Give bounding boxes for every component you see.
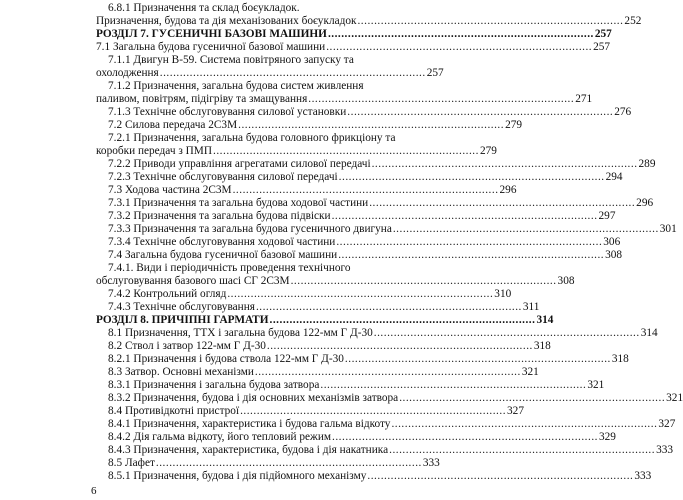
dot-leader: ................................................................................	[254, 366, 521, 378]
dot-leader: ................................................................................	[371, 158, 638, 170]
toc-entry	[108, 106, 632, 119]
toc-entry-page: 308	[557, 275, 575, 287]
toc-entry-text: 8.2.1 Призначення і будова ствола 122-мм Г Д-30	[108, 353, 344, 365]
toc-entry-page: 314	[640, 327, 658, 339]
dot-leader: ................................................................................	[308, 93, 575, 105]
toc-entry-page: 308	[605, 249, 623, 261]
toc-entry-page: 310	[494, 288, 512, 300]
toc-entry-text: 7.2 Силова передача 2С3М	[108, 119, 238, 131]
dot-leader: ................................................................................	[338, 249, 605, 261]
toc-entry	[96, 93, 593, 106]
dot-leader: ................................................................................	[367, 470, 634, 482]
toc-entry-page: 276	[614, 106, 632, 118]
toc-entry-page: 252	[624, 15, 642, 27]
toc-entry	[108, 366, 539, 379]
toc-entry	[108, 171, 623, 184]
toc-entry-page: 297	[598, 210, 616, 222]
toc-entry-text: 7.3 Ходова частина 2С3М	[108, 184, 232, 196]
toc-entry-page: 306	[603, 236, 621, 248]
toc-entry-text: 7.4.3 Технічне обслуговування	[108, 301, 255, 313]
toc-entry-page: 294	[605, 171, 623, 183]
toc-entry-text: 8.1 Призначення, ТТХ і загальна будова 122-мм Г Д-30	[108, 327, 373, 339]
dot-leader: ................................................................................	[389, 444, 656, 456]
dot-leader: ................................................................................	[255, 301, 522, 313]
dot-leader: ................................................................................	[232, 184, 499, 196]
toc-entry-text: 7.2.2 Приводи управління агрегатами силової передачі	[108, 158, 371, 170]
toc-entry-page: 296	[636, 197, 654, 209]
dot-leader: ................................................................................	[159, 67, 426, 79]
toc-entry-text: 6.8.1 Призначення та склад боєукладок.	[108, 2, 300, 14]
toc-entry	[96, 15, 642, 28]
dot-leader: ................................................................................	[290, 275, 557, 287]
dot-leader: ................................................................................	[373, 327, 640, 339]
toc-entry	[108, 392, 683, 405]
toc-entry-page: 279	[479, 145, 497, 157]
toc-entry-page: 257	[594, 28, 612, 40]
toc-line	[108, 262, 351, 275]
toc-entry-page: 296	[499, 184, 517, 196]
toc-entry-text: 8.3.2 Призначення, будова і дія основних механізмів затвора	[108, 392, 399, 404]
dot-leader: ................................................................................	[266, 340, 533, 352]
toc-line	[108, 54, 354, 67]
toc-entry-text: Призначення, будова та дія механізованих боєукладок	[96, 15, 357, 27]
toc-section-heading	[96, 28, 612, 41]
toc-entry-page: 301	[659, 223, 677, 235]
toc-entry-text: 7.3.4 Технічне обслуговування ходової частини	[108, 236, 336, 248]
toc-entry-text: 7.4 Загальна будова гусеничної базової машини	[108, 249, 338, 261]
toc-section-heading	[96, 314, 554, 327]
toc-entry-page: 289	[638, 158, 656, 170]
toc-entry-text: 8.2 Ствол і затвор 122-мм Г Д-30	[108, 340, 266, 352]
dot-leader: ................................................................................	[391, 418, 658, 430]
toc-entry	[108, 249, 623, 262]
toc-entry	[108, 470, 652, 483]
toc-entry	[108, 457, 440, 470]
toc-entry	[108, 431, 616, 444]
toc-entry-page: 318	[611, 353, 629, 365]
toc-entry	[108, 327, 658, 340]
toc-entry	[108, 197, 654, 210]
toc-entry	[108, 418, 676, 431]
dot-leader: ................................................................................	[331, 210, 598, 222]
toc-entry-text: 8.3.1 Призначення і загальна будова затвора	[108, 379, 320, 391]
toc-entry-text: 7.2.3 Технічне обслуговування силової передачі	[108, 171, 338, 183]
dot-leader: ................................................................................	[332, 431, 598, 443]
toc-entry-page: 279	[505, 119, 523, 131]
toc-entry	[96, 41, 611, 54]
toc-line	[108, 2, 300, 15]
toc-entry-text: 7.4.2 Контрольний огляд	[108, 288, 227, 300]
dot-leader: ................................................................................	[347, 106, 614, 118]
toc-entry	[108, 184, 517, 197]
toc-entry-page: 333	[656, 444, 674, 456]
toc-entry-page: 257	[593, 41, 611, 53]
toc-entry-text: 8.4 Противідкотні пристрої	[108, 405, 240, 417]
dot-leader: ................................................................................	[240, 405, 507, 417]
toc-entry	[96, 145, 497, 158]
toc-entry-text: 8.5 Лафет	[108, 457, 155, 469]
dot-leader: ................................................................................	[326, 41, 593, 53]
toc-entry-page: 333	[422, 457, 440, 469]
toc-entry-text: 7.1.2 Призначення, загальна будова систем живлення	[108, 80, 364, 92]
toc-entry	[108, 379, 605, 392]
toc-entry-page: 321	[587, 379, 605, 391]
page-number: 6	[91, 485, 97, 497]
dot-leader: ................................................................................	[213, 145, 479, 157]
toc-entry-page: 257	[426, 67, 444, 79]
dot-leader: ................................................................................	[336, 236, 603, 248]
dot-leader: ................................................................................	[399, 392, 666, 404]
toc-entry-page: 327	[658, 418, 676, 430]
toc-entry-text: обслуговування базового шасі СГ 2С3М	[96, 275, 290, 287]
toc-entry-text: паливом, повітрям, підігріву та змащування	[96, 93, 308, 105]
toc-entry-text: РОЗДІЛ 8. ПРИЧІПНІ ГАРМАТИ	[96, 314, 269, 326]
dot-leader: ................................................................................	[357, 15, 624, 27]
toc-entry	[108, 236, 621, 249]
toc-line	[108, 132, 395, 145]
toc-entry-page: 327	[507, 405, 524, 417]
toc-entry	[108, 301, 540, 314]
toc-entry	[108, 158, 656, 171]
toc-entry	[108, 444, 674, 457]
toc-entry	[108, 119, 523, 132]
toc-entry-text: коробки передач з ПМП	[96, 145, 213, 157]
toc-entry-text: 8.3 Затвор. Основні механізми	[108, 366, 254, 378]
toc-entry-text: 8.4.3 Призначення, характеристика, будова і дія накатника	[108, 444, 389, 456]
toc-entry	[96, 275, 575, 288]
dot-leader: ................................................................................	[369, 197, 636, 209]
toc-entry-page: 318	[533, 340, 551, 352]
toc-entry-text: 7.4.1. Види і періодичність проведення технічного	[108, 262, 351, 274]
toc-entry-text: 7.1.3 Технічне обслуговування силової установки	[108, 106, 347, 118]
toc-entry	[108, 340, 551, 353]
dot-leader: ................................................................................	[320, 379, 587, 391]
dot-leader: ................................................................................	[344, 353, 611, 365]
toc-entry-page: 329	[598, 431, 616, 443]
dot-leader: ................................................................................	[338, 171, 605, 183]
dot-leader: ................................................................................	[269, 314, 536, 326]
toc-entry-page: 314	[536, 314, 554, 326]
toc-entry-text: 8.5.1 Призначення, будова і дія підйомного механізму	[108, 470, 367, 482]
dot-leader: ................................................................................	[227, 288, 494, 300]
toc-entry	[108, 405, 524, 418]
toc-entry-text: 8.4.2 Дія гальма відкоту, його тепловий режим	[108, 431, 332, 443]
toc-entry-text: 7.2.1 Призначення, загальна будова головного фрикціону та	[108, 132, 396, 144]
toc-entry-page: 321	[521, 366, 539, 378]
toc-entry-text: охолодження	[96, 67, 159, 79]
toc-entry-page: 271	[575, 93, 593, 105]
toc-entry	[96, 67, 444, 80]
toc-entry	[108, 288, 512, 301]
toc-entry	[108, 210, 616, 223]
toc-entry-text: 8.4.1 Призначення, характеристика і будова гальма відкоту	[108, 418, 391, 430]
dot-leader: ................................................................................	[238, 119, 505, 131]
toc-entry-text: 7.1 Загальна будова гусеничної базової машини	[96, 41, 326, 53]
toc-entry-page: 321	[666, 392, 683, 404]
dot-leader: ................................................................................	[155, 457, 422, 469]
toc-entry-text: 7.3.2 Призначення та загальна будова підвіски	[108, 210, 331, 222]
toc-entry-text: 7.3.1 Призначення та загальна будова ходової частини	[108, 197, 369, 209]
dot-leader: ................................................................................	[327, 28, 594, 40]
toc-entry-page: 311	[522, 301, 540, 313]
toc-entry-text: РОЗДІЛ 7. ГУСЕНИЧНІ БАЗОВІ МАШИНИ	[96, 28, 327, 40]
toc-entry	[108, 223, 677, 236]
toc-entry-text: 7.1.1 Двигун В-59. Система повітряного запуску та	[108, 54, 354, 66]
toc-entry-page: 333	[634, 470, 652, 482]
toc-entry-text: 7.3.3 Призначення та загальна будова гусеничного двигуна	[108, 223, 392, 235]
dot-leader: ................................................................................	[392, 223, 659, 235]
toc-line	[108, 80, 364, 93]
toc-entry	[108, 353, 629, 366]
